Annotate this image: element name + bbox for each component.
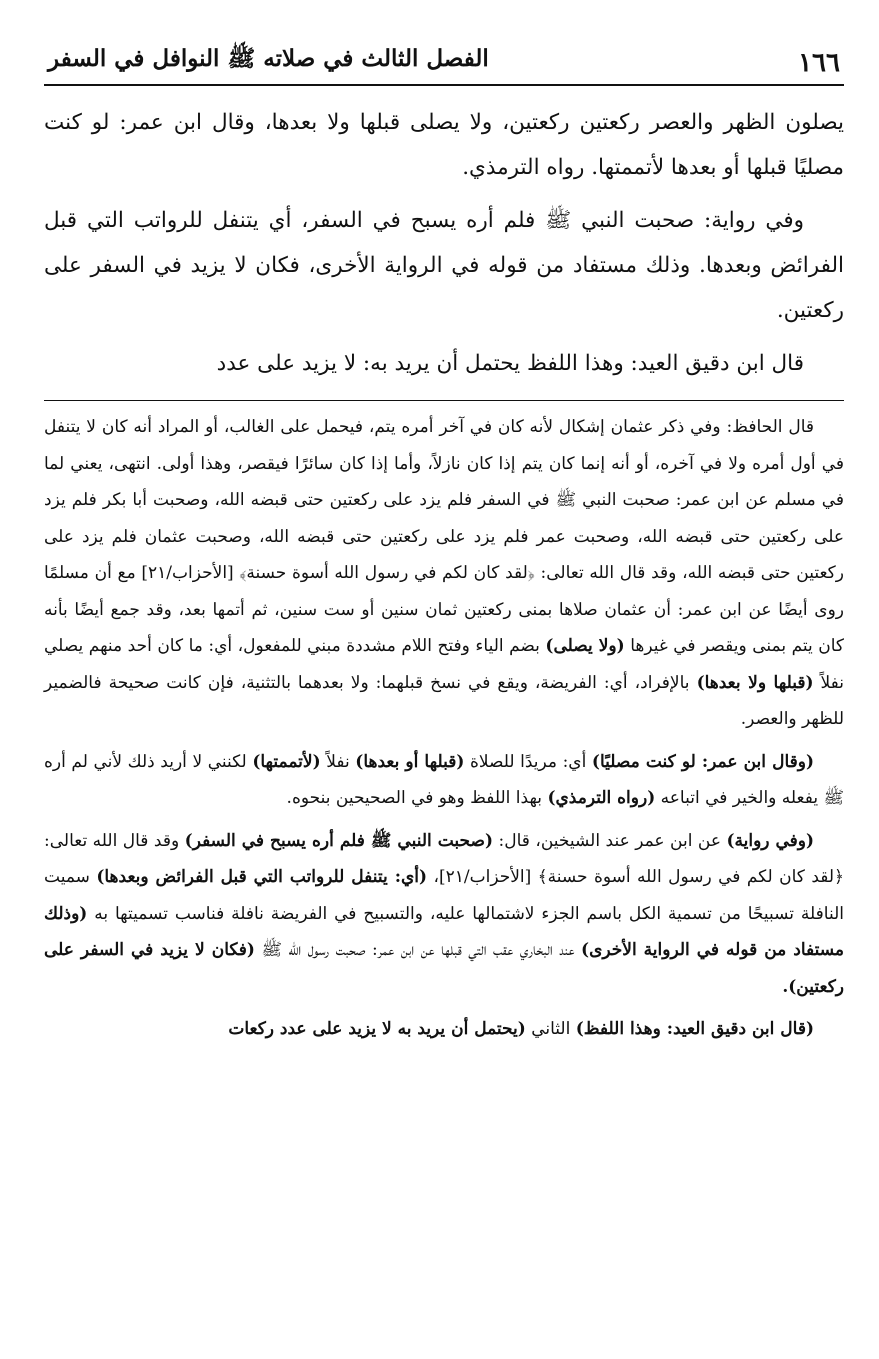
page — [44, 44, 844, 1054]
main-text — [44, 100, 844, 386]
main-paragraph-2: وفي رواية: صحبت النبي ﷺ فلم أره يسبح في السفر، أي يتنفل للرواتب التي قبل الفرائض وبعدها. وذلك مستفاد من قوله في الرواية الأخرى، فكان لا يزيد في السفر على ركعتين. — [44, 208, 844, 323]
commentary — [44, 409, 844, 1048]
commentary-paragraph-1: قال الحافظ: وفي ذكر عثمان إشكال لأنه كان في آخر أمره يتم، فيحمل على الغالب، أو المراد أنه كان لا يتنفل في أول أمره ولا في آخره، أو أنه إنما كان يتم إذا كان نازلاً، وأما إذا كان سائرًا فيقصر، وهذا أولى. انتهى، يعني لما في مسلم عن ابن عمر: صحبت النبي ﷺ في السفر فلم يزد على ركعتين حتى قبضه الله، وصحبت أبا بكر فلم يزد على ركعتين حتى قبضه الله، وصحبت عمر فلم يزد على ركعتين حتى قبضه الله، وصحبت عثمان فلم يزد على ركعتين حتى قبضه الله، وقد قال الله تعالى: ﴿لقد كان لكم في رسول الله أسوة حسنة﴾ [الأحزاب/٢١] مع أن مسلمًا روى أيضًا عن ابن عمر: أن عثمان صلاها بمنى ركعتين ثمان سنين أو ست سنين، ثم أتمها بعد، وقد جمع أيضًا بأنه كان يتم بمنى ويقصر في غيرها (ولا يصلى) بضم الياء وفتح اللام مشددة مبني للمفعول، أي: ما كان أحد منهم يصلي نفلاً (قبلها ولا بعدها) بالإفراد، أي: الفريضة، ويقع في نسخ قبلهما: ولا بعدهما بالتثنية، فإن كانت صحيحة فالضمير للظهر والعصر. — [44, 417, 845, 729]
page-header — [44, 44, 844, 86]
page-number: ١٦٦ — [798, 48, 840, 78]
main-paragraph-1: يصلون الظهر والعصر ركعتين ركعتين، ولا يصلى قبلها ولا بعدها، وقال ابن عمر: لو كنت مصليًا قبلها أو بعدها لأتممتها. رواه الترمذي. — [44, 110, 844, 180]
chapter-title: الفصل الثالث في صلاته ﷺ النوافل في السفر — [48, 45, 489, 72]
commentary-paragraph-2: (وقال ابن عمر: لو كنت مصليًا) أي: مريدًا للصلاة (قبلها أو بعدها) نفلاً (لأتممتها) لكنني لا أريد ذلك لأني لم أره ﷺ يفعله والخير في اتباعه (رواه الترمذي) بهذا اللفظ وهو في الصحيحين بنحوه. — [44, 751, 844, 808]
main-paragraph-3: قال ابن دقيق العيد: وهذا اللفظ يحتمل أن يريد به: لا يزيد على عدد — [216, 351, 804, 376]
commentary-paragraph-4: (قال ابن دقيق العيد: وهذا اللفظ) الثاني (يحتمل أن يريد به لا يزيد على عدد ركعات — [228, 1019, 814, 1039]
footnote-separator — [44, 400, 844, 401]
commentary-paragraph-3: (وفي رواية) عن ابن عمر عند الشيخين، قال: (صحبت النبي ﷺ فلم أره يسبح في السفر) وقد قال الله تعالى: ﴿لقد كان لكم في رسول الله أسوة حسنة﴾ [الأحزاب/٢١]، (أي: يتنفل للرواتب التي قبل الفرائض وبعدها) سميت النافلة تسبيحًا من تسمية الكل باسم الجزء لاشتمالها عليه، والتسبيح في الفريضة نافلة فناسب تسميتها به (وذلك مستفاد من قوله في الرواية الأخرى) عند البخاري عقب التي قبلها عن ابن عمر: صحبت رسول الله ﷺ (فكان لا يزيد في السفر على ركعتين). — [44, 830, 845, 997]
